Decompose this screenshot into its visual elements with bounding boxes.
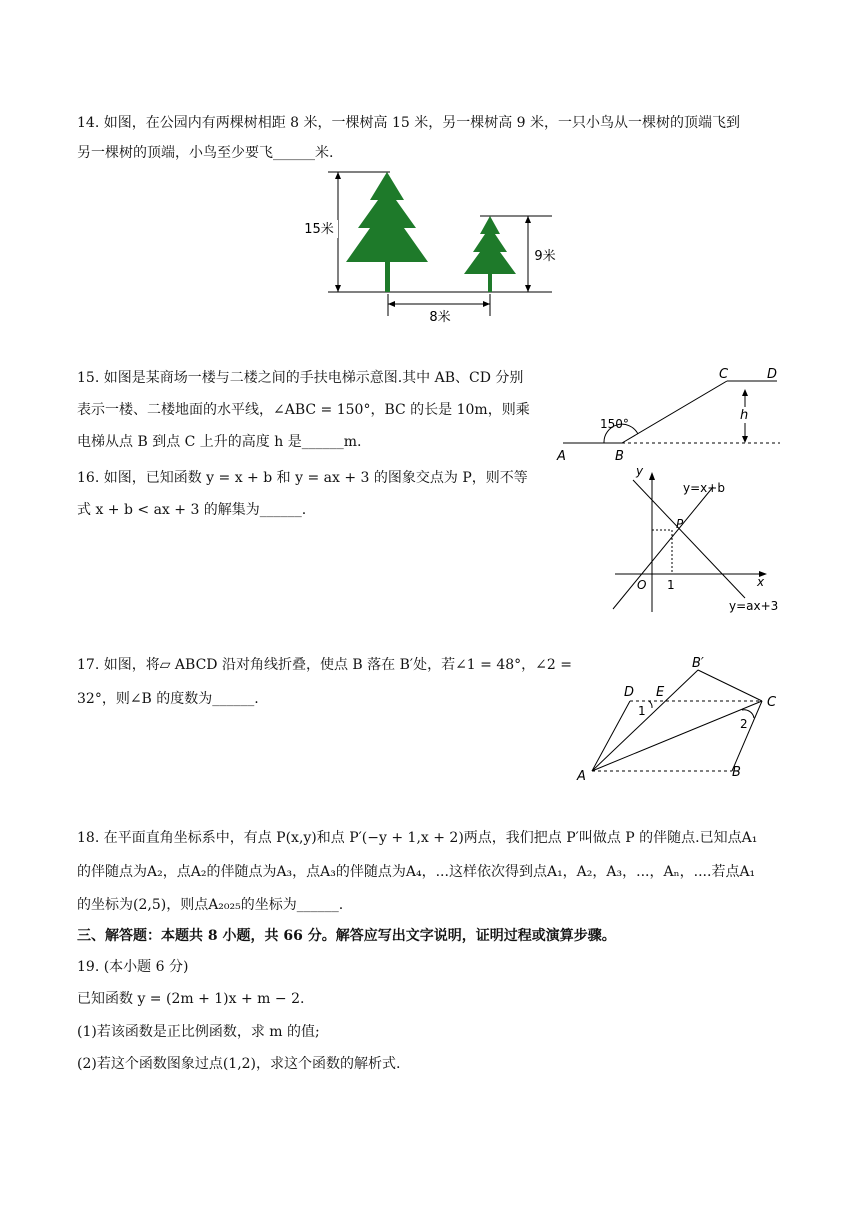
q14-tree-figure — [290, 164, 570, 329]
q16-line2-label: y=ax+3 — [729, 599, 779, 613]
q17-fold-figure — [572, 652, 787, 784]
q19-part2: (2)若这个函数图象过点(1,2)，求这个函数的解析式. — [77, 1056, 401, 1072]
q17-line1: 17. 如图，将▱ ABCD 沿对角线折叠，使点 B 落在 B′处，若∠1 = 48°，∠2 = — [77, 657, 572, 673]
q17-C-label: C — [767, 695, 777, 710]
q15-C-label: C — [719, 367, 729, 382]
q16-P-label: P — [676, 517, 684, 531]
q17-angle1-label: 1 — [638, 704, 646, 718]
q19-title: 19. (本小题 6 分) — [77, 959, 189, 975]
q17-angle2-label: 2 — [740, 717, 748, 731]
q16-graph-figure — [605, 462, 785, 617]
q17-line2: 32°，则∠B 的度数为______. — [77, 691, 259, 707]
q17-Bprime-label: B′ — [692, 656, 704, 671]
q19-part1: (1)若该函数是正比例函数，求 m 的值; — [77, 1024, 320, 1040]
q14-line1: 14. 如图，在公园内有两棵树相距 8 米，一棵树高 15 米，另一棵树高 9 米，一只小鸟从一棵树的顶端飞到 — [77, 115, 741, 131]
q17-D-label: D — [624, 685, 635, 700]
q16-origin-label: O — [637, 578, 647, 592]
q18-line3: 的坐标为(2,5)，则点A₂₀₂₅的坐标为______. — [77, 897, 344, 913]
q15-line2: 表示一楼、二楼地面的水平线，∠ABC = 150°，BC 的长是 10m，则乘 — [77, 402, 530, 418]
q15-angle-label: 150° — [600, 417, 629, 431]
q14-distance-label: 8米 — [429, 310, 451, 325]
section-3-heading: 三、解答题：本题共 8 小题，共 66 分。解答应写出文字说明，证明过程或演算步骤。 — [77, 928, 616, 944]
q17-A-label: A — [577, 769, 586, 784]
q14-right-height-label: 9米 — [534, 249, 556, 264]
q17-E-label: E — [656, 685, 665, 700]
q15-B-label: B — [615, 449, 624, 464]
q15-D-label: D — [767, 367, 778, 382]
q14-line2: 另一棵树的顶端，小鸟至少要飞______米. — [77, 145, 334, 161]
short-tree-icon — [464, 216, 516, 292]
q15-escalator-figure — [555, 365, 785, 465]
q18-line1: 18. 在平面直角坐标系中，有点 P(x,y)和点 P′(−y + 1,x + 2)两点，我们把点 P′叫做点 P 的伴随点.已知点A₁ — [77, 830, 758, 846]
q16-x-axis-label: x — [757, 575, 765, 589]
q15-line1: 15. 如图是某商场一楼与二楼之间的手扶电梯示意图.其中 AB、CD 分别 — [77, 370, 524, 386]
q16-line1: 16. 如图，已知函数 y = x + b 和 y = ax + 3 的图象交点为 P，则不等 — [77, 470, 528, 486]
q17-B-label: B — [732, 765, 741, 780]
q14-left-height-label: 15米 — [304, 222, 334, 237]
q16-tick-label: 1 — [667, 578, 675, 592]
q16-line1-label: y=x+b — [683, 481, 725, 495]
q16-line2: 式 x + b < ax + 3 的解集为______. — [77, 502, 307, 518]
q15-h-label: h — [740, 408, 749, 423]
q16-y-axis-label: y — [636, 464, 644, 478]
q15-A-label: A — [557, 449, 566, 464]
q18-line2: 的伴随点为A₂，点A₂的伴随点为A₃，点A₃的伴随点为A₄，...这样依次得到点A₁，A₂，A₃，...，Aₙ，....若点A₁ — [77, 864, 756, 880]
q19-stem: 已知函数 y = (2m + 1)x + m − 2. — [77, 991, 305, 1007]
q15-line3: 电梯从点 B 到点 C 上升的高度 h 是______m. — [77, 434, 362, 450]
tall-tree-icon — [346, 172, 428, 292]
